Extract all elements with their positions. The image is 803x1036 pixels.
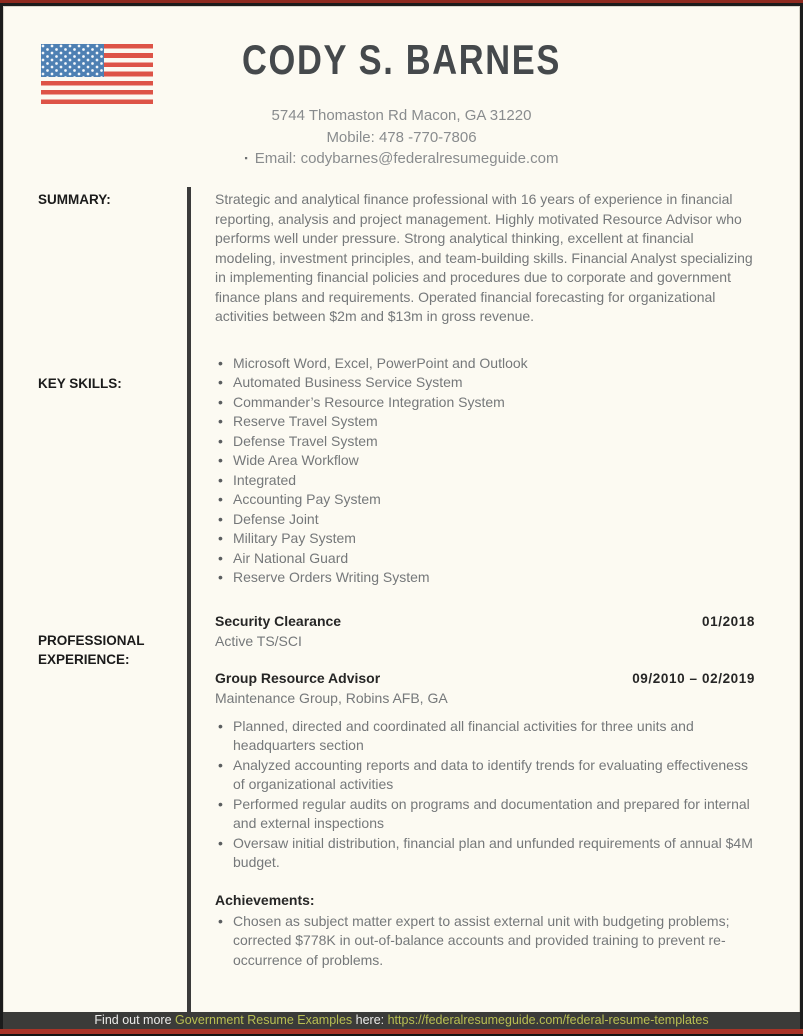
resume-content-column [191,187,800,1012]
footer-prefix-text: Find out more [94,1013,175,1027]
achievements-section [215,890,755,971]
entry-title: Group Resource Advisor [215,670,381,686]
skill-item: • Accounting Pay System [233,490,755,510]
entry-title: Security Clearance [215,612,342,629]
entry-subtitle: Maintenance Group, Robins AFB, GA [215,690,448,706]
experience-bullet: • Planned, directed and coordinated all financial activities for three units and headquarters section [233,717,755,756]
summary-text: Strategic and analytical finance professional with 16 years of experience in financial reporting, analysis and project management. Highly motivated Resource Advisor who performs well under pressure. Strong analytical thinking, excellent at financial modeling, investment principles, and team-building skills. Financial Analyst specializing in implementing financial policies and procedures due to corporate and government finance plans and requirements. Operated financial forecasting for organizational activities between $2m and $13m in gross revenue. [215,191,753,324]
key-skills-list [215,354,755,588]
skill-item: • Military Pay System [233,529,755,549]
experience-entry-group-resource-advisor [215,668,755,873]
entry-header [215,611,755,632]
address-line: 5744 Thomaston Rd Macon, GA 31220 [271,107,532,124]
skill-item: • Reserve Orders Writing System [233,568,755,588]
skill-item: • Air National Guard [233,549,755,569]
achievements-label: Achievements: [215,891,315,908]
entry-subtitle: Active TS/SCI [215,632,302,649]
resume-header [3,6,800,187]
summary-label: SUMMARY: [38,192,111,207]
candidate-name: CODY S. BARNES [242,36,561,83]
achievements-bullet-list [215,912,755,971]
footer-middle-text: here: [352,1013,388,1027]
contact-block [3,105,800,170]
skill-item: • Automated Business Service System [233,373,755,393]
resume-sheet [0,3,803,1029]
professional-experience-label-line2: EXPERIENCE: [38,652,130,667]
experience-entry-security-clearance [215,611,755,652]
skill-item: • Commander’s Resource Integration System [233,393,755,413]
email-text: Email: codybarnes@federalresumeguide.com [254,150,559,167]
section-label-column [3,187,187,1012]
bottom-red-strip [0,1029,803,1036]
entry-date: 01/2018 [702,613,755,629]
entry-date: 09/2010 – 02/2019 [632,671,755,686]
professional-experience-label-line1: PROFESSIONAL [38,633,145,648]
entry-header [215,668,755,689]
experience-bullet: • Performed regular audits on programs and documentation and prepared for internal and external inspections [233,795,755,834]
skill-item: • Microsoft Word, Excel, PowerPoint and Outlook [233,354,755,374]
footer-link-government-resume-examples[interactable]: Government Resume Examples [175,1013,353,1027]
experience-bullet: • Analyzed accounting reports and data to identify trends for evaluating effectiveness of organizational activities [233,756,755,795]
experience-bullet-list [215,717,755,873]
achievement-bullet: • Chosen as subject matter expert to assist external unit with budgeting problems; corrected $778K in out-of-balance accounts and provided training to prevent re-occurrence of problems. [233,912,755,971]
mobile-line: Mobile: 478 -770-7806 [326,128,477,146]
skill-item: • Defense Travel System [233,432,755,452]
email-line [3,148,800,170]
skill-item: • Defense Joint [233,510,755,530]
resume-body [3,187,800,1012]
key-skills-label: KEY SKILLS: [38,376,122,391]
skill-item: • Integrated [233,471,755,491]
experience-bullet: • Oversaw initial distribution, financial plan and unfunded requirements of annual $4M budget. [233,834,755,873]
footer-link-url[interactable]: https://federalresumeguide.com/federal-resume-templates [387,1013,709,1027]
professional-experience-label [38,631,145,669]
skill-item: • Reserve Travel System [233,412,755,432]
footer-bar [3,1012,800,1029]
skill-item: • Wide Area Workflow [233,451,755,471]
email-bullet-icon: ▪ [244,153,248,163]
